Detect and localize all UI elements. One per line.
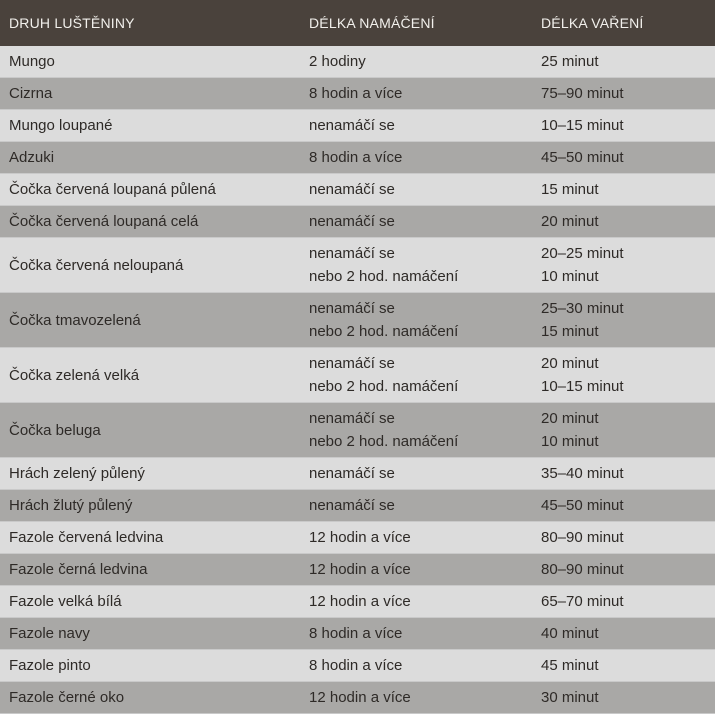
soak-time-line: 12 hodin a více	[309, 689, 411, 706]
soak-time-line: 8 hodin a více	[309, 625, 403, 642]
soak-time-cell	[301, 238, 535, 293]
legume-name-cell: Čočka červená loupaná celá	[0, 206, 301, 238]
soak-time-line: nenamáčí se	[309, 300, 395, 317]
table-row	[0, 618, 715, 650]
soak-time-line: nebo 2 hod. namáčení	[309, 323, 459, 340]
table-row	[0, 142, 715, 174]
table-row	[0, 403, 715, 458]
soak-time-cell	[301, 46, 535, 78]
cook-time-line: 20 minut	[541, 355, 599, 372]
cook-time-cell	[535, 682, 715, 714]
soak-time-cell	[301, 458, 535, 490]
table-row	[0, 238, 715, 293]
legume-name-cell: Mungo	[0, 46, 301, 78]
legume-name-cell: Hrách žlutý půlený	[0, 490, 301, 522]
cook-time-cell	[535, 650, 715, 682]
table-header	[0, 0, 715, 46]
legume-name-cell: Čočka červená loupaná půlená	[0, 174, 301, 206]
table-row	[0, 490, 715, 522]
legume-name-cell: Fazole černé oko	[0, 682, 301, 714]
soak-time-line: nenamáčí se	[309, 213, 395, 230]
cook-time-line: 80–90 minut	[541, 529, 624, 546]
cook-time-cell	[535, 458, 715, 490]
soak-time-cell	[301, 174, 535, 206]
soak-time-line: nebo 2 hod. namáčení	[309, 433, 459, 450]
cook-time-line: 15 minut	[541, 323, 599, 340]
cook-time-line: 80–90 minut	[541, 561, 624, 578]
cook-time-cell	[535, 78, 715, 110]
soak-time-line: nenamáčí se	[309, 117, 395, 134]
soak-time-line: nenamáčí se	[309, 245, 395, 262]
cook-time-cell	[535, 348, 715, 403]
soak-time-line: 8 hodin a více	[309, 149, 403, 166]
header-row	[0, 0, 715, 46]
cook-time-cell	[535, 142, 715, 174]
table-row	[0, 348, 715, 403]
soak-time-cell	[301, 293, 535, 348]
soak-time-cell	[301, 348, 535, 403]
cook-time-line: 10 minut	[541, 268, 599, 285]
table-row	[0, 586, 715, 618]
cook-time-line: 75–90 minut	[541, 85, 624, 102]
table-row	[0, 522, 715, 554]
table-row	[0, 110, 715, 142]
soak-time-line: 12 hodin a více	[309, 561, 411, 578]
soak-time-cell	[301, 618, 535, 650]
legume-name-cell: Fazole pinto	[0, 650, 301, 682]
cook-time-line: 45 minut	[541, 657, 599, 674]
table-row	[0, 458, 715, 490]
soak-time-cell	[301, 586, 535, 618]
soak-time-cell	[301, 650, 535, 682]
soak-time-line: 12 hodin a více	[309, 593, 411, 610]
soak-time-line: 12 hodin a více	[309, 529, 411, 546]
cook-time-cell	[535, 46, 715, 78]
soak-time-cell	[301, 403, 535, 458]
legume-name-cell: Adzuki	[0, 142, 301, 174]
cook-time-cell	[535, 293, 715, 348]
soak-time-line: nenamáčí se	[309, 497, 395, 514]
legume-name-cell: Fazole černá ledvina	[0, 554, 301, 586]
soak-time-line: 8 hodin a více	[309, 85, 403, 102]
soak-time-line: nenamáčí se	[309, 410, 395, 427]
cook-time-line: 15 minut	[541, 181, 599, 198]
soak-time-line: nebo 2 hod. namáčení	[309, 268, 459, 285]
table-row	[0, 206, 715, 238]
legume-name-cell: Mungo loupané	[0, 110, 301, 142]
cook-time-line: 35–40 minut	[541, 465, 624, 482]
table-row	[0, 682, 715, 714]
table-row	[0, 554, 715, 586]
cook-time-line: 20 minut	[541, 213, 599, 230]
table-body	[0, 46, 715, 714]
cook-time-line: 45–50 minut	[541, 149, 624, 166]
cook-time-cell	[535, 586, 715, 618]
cook-time-line: 25 minut	[541, 53, 599, 70]
cook-time-cell	[535, 618, 715, 650]
table-row	[0, 293, 715, 348]
column-header-cook: DÉLKA VAŘENÍ	[535, 0, 715, 46]
soak-time-cell	[301, 110, 535, 142]
table-row	[0, 46, 715, 78]
legume-name-cell: Čočka beluga	[0, 403, 301, 458]
cook-time-line: 45–50 minut	[541, 497, 624, 514]
soak-time-cell	[301, 554, 535, 586]
legume-name-cell: Fazole červená ledvina	[0, 522, 301, 554]
cook-time-cell	[535, 174, 715, 206]
legume-name-cell: Cizrna	[0, 78, 301, 110]
cook-time-cell	[535, 206, 715, 238]
cook-time-line: 10 minut	[541, 433, 599, 450]
column-header-soak: DÉLKA NAMÁČENÍ	[301, 0, 535, 46]
soak-time-line: 2 hodiny	[309, 53, 366, 70]
soak-time-cell	[301, 206, 535, 238]
soak-time-cell	[301, 490, 535, 522]
table-row	[0, 650, 715, 682]
soak-time-line: nenamáčí se	[309, 465, 395, 482]
soak-time-cell	[301, 522, 535, 554]
legume-name-cell: Hrách zelený půlený	[0, 458, 301, 490]
cook-time-line: 10–15 minut	[541, 117, 624, 134]
cook-time-line: 40 minut	[541, 625, 599, 642]
table-row	[0, 174, 715, 206]
legume-name-cell: Čočka zelená velká	[0, 348, 301, 403]
legume-name-cell: Fazole velká bílá	[0, 586, 301, 618]
legume-name-cell: Fazole navy	[0, 618, 301, 650]
cook-time-cell	[535, 238, 715, 293]
soak-time-line: nebo 2 hod. namáčení	[309, 378, 459, 395]
cook-time-cell	[535, 110, 715, 142]
soak-time-line: nenamáčí se	[309, 181, 395, 198]
cook-time-cell	[535, 554, 715, 586]
cook-time-line: 20–25 minut	[541, 245, 624, 262]
soak-time-cell	[301, 142, 535, 174]
soak-time-cell	[301, 682, 535, 714]
cook-time-cell	[535, 490, 715, 522]
cook-time-cell	[535, 403, 715, 458]
cook-time-line: 20 minut	[541, 410, 599, 427]
cook-time-line: 65–70 minut	[541, 593, 624, 610]
cook-time-line: 25–30 minut	[541, 300, 624, 317]
legume-name-cell: Čočka tmavozelená	[0, 293, 301, 348]
table-row	[0, 78, 715, 110]
cook-time-cell	[535, 522, 715, 554]
cook-time-line: 30 minut	[541, 689, 599, 706]
cook-time-line: 10–15 minut	[541, 378, 624, 395]
soak-time-line: nenamáčí se	[309, 355, 395, 372]
soak-time-cell	[301, 78, 535, 110]
soak-time-line: 8 hodin a více	[309, 657, 403, 674]
legume-name-cell: Čočka červená neloupaná	[0, 238, 301, 293]
column-header-type: DRUH LUŠTĚNINY	[0, 0, 301, 46]
